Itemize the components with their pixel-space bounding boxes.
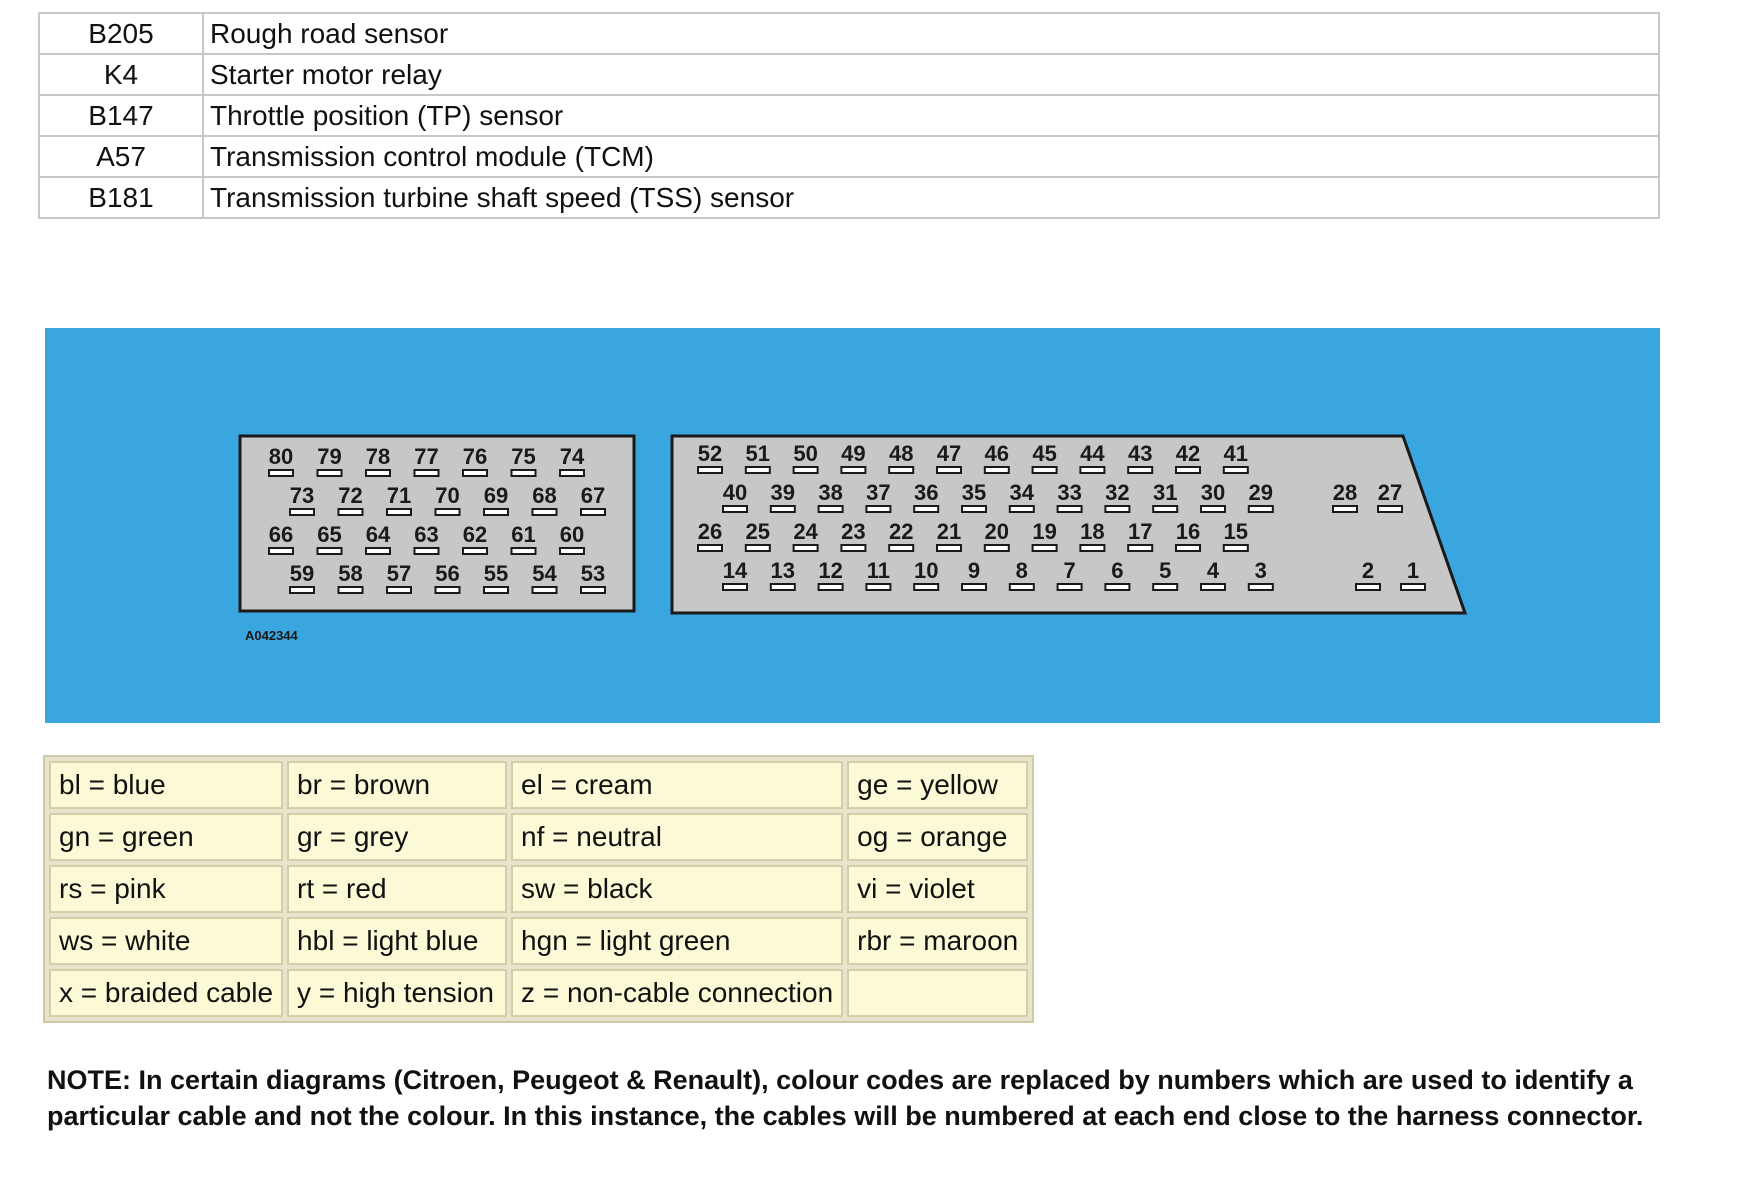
pin-slot	[1249, 506, 1273, 512]
pin-label: 49	[841, 441, 866, 466]
pin-label: 21	[936, 519, 962, 544]
table-row	[39, 95, 1659, 136]
pin-slot	[1176, 467, 1200, 473]
pin-slot	[985, 545, 1009, 551]
pin-label: 33	[1057, 480, 1082, 505]
connector-diagram-panel	[45, 328, 1660, 723]
pin-label: 19	[1032, 519, 1057, 544]
component-description: Starter motor relay	[203, 54, 1659, 95]
table-row	[39, 136, 1659, 177]
legend-row	[49, 761, 1028, 809]
legend-cell: el = cream	[511, 761, 843, 809]
component-description: Throttle position (TP) sensor	[203, 95, 1659, 136]
pin-label: 78	[365, 444, 391, 469]
pin-slot	[841, 545, 865, 551]
pin-slot	[1033, 545, 1057, 551]
pin-slot	[1356, 584, 1380, 590]
pin-slot	[1058, 584, 1082, 590]
pin-slot	[463, 470, 487, 476]
pin-label: 39	[770, 480, 796, 505]
legend-cell: sw = black	[511, 865, 843, 913]
pin-slot	[914, 506, 938, 512]
pin-label: 56	[435, 561, 460, 586]
pin-slot	[484, 509, 508, 515]
legend-cell: hgn = light green	[511, 917, 843, 965]
pin-slot	[533, 509, 557, 515]
pin-slot	[1224, 545, 1248, 551]
pin-slot	[1105, 506, 1129, 512]
legend-row	[49, 813, 1028, 861]
pin-label: 77	[414, 444, 439, 469]
pin-label: 80	[268, 444, 294, 469]
pin-label: 4	[1206, 558, 1220, 583]
pin-label: 42	[1175, 441, 1201, 466]
pin-label: 28	[1332, 480, 1358, 505]
pin-slot	[269, 548, 293, 554]
pin-slot	[866, 506, 890, 512]
pin-label: 32	[1105, 480, 1130, 505]
pin-slot	[866, 584, 890, 590]
pin-label: 36	[913, 480, 939, 505]
pin-label: 60	[559, 522, 585, 547]
pin-slot	[1249, 584, 1273, 590]
pin-label: 1	[1406, 558, 1420, 583]
pin-label: 12	[818, 558, 843, 583]
pin-slot	[1224, 467, 1248, 473]
pin-slot	[962, 506, 986, 512]
table-row	[39, 54, 1659, 95]
pin-label: 44	[1080, 441, 1105, 466]
pin-label: 41	[1223, 441, 1249, 466]
pin-label: 29	[1248, 480, 1274, 505]
pin-label: 23	[841, 519, 866, 544]
pin-label: 14	[722, 558, 748, 583]
pin-slot	[819, 584, 843, 590]
pin-slot	[366, 470, 390, 476]
pin-slot	[387, 509, 411, 515]
legend-cell: ge = yellow	[847, 761, 1028, 809]
pin-label: 73	[289, 483, 315, 508]
pin-label: 45	[1032, 441, 1057, 466]
pin-slot	[1128, 467, 1152, 473]
pin-label: 46	[984, 441, 1010, 466]
pin-label: 37	[866, 480, 891, 505]
pin-label: 3	[1254, 558, 1267, 583]
diagram-reference: A042344	[245, 628, 298, 643]
component-table	[38, 12, 1660, 219]
pin-slot	[1153, 506, 1177, 512]
pin-label: 31	[1152, 480, 1178, 505]
legend-cell	[847, 969, 1028, 1017]
legend-cell: z = non-cable connection	[511, 969, 843, 1017]
pin-slot	[560, 548, 584, 554]
pin-slot	[698, 467, 722, 473]
pin-label: 62	[462, 522, 488, 547]
legend-cell: rbr = maroon	[847, 917, 1028, 965]
pin-label: 51	[745, 441, 771, 466]
legend-cell: y = high tension	[287, 969, 507, 1017]
pin-slot	[436, 509, 460, 515]
pin-slot	[1080, 545, 1104, 551]
pin-slot	[415, 470, 439, 476]
pin-label: 68	[532, 483, 557, 508]
note-text: NOTE: In certain diagrams (Citroen, Peugeot & Renault), colour codes are replaced by numbers which are used to identify a particular cable and not the colour. In this instance, the cables will be numbered at each end close to the harness connector.	[47, 1065, 1644, 1131]
pin-slot	[269, 470, 293, 476]
pin-slot	[1333, 506, 1357, 512]
pin-slot	[723, 506, 747, 512]
legend-cell: bl = blue	[49, 761, 283, 809]
connector-pinout-diagram	[45, 328, 1660, 723]
pin-slot	[581, 509, 605, 515]
colour-code-legend	[43, 755, 1034, 1023]
pin-slot	[889, 467, 913, 473]
pin-label: 64	[365, 522, 391, 547]
pin-slot	[794, 467, 818, 473]
pin-label: 63	[414, 522, 439, 547]
pin-label: 48	[888, 441, 914, 466]
pin-slot	[1201, 506, 1225, 512]
legend-cell: nf = neutral	[511, 813, 843, 861]
pin-label: 47	[936, 441, 962, 466]
pin-slot	[889, 545, 913, 551]
pin-label: 10	[913, 558, 939, 583]
legend-cell: og = orange	[847, 813, 1028, 861]
legend-cell: rs = pink	[49, 865, 283, 913]
component-description: Transmission turbine shaft speed (TSS) sensor	[203, 177, 1659, 218]
pin-label: 17	[1127, 519, 1153, 544]
pin-slot	[318, 470, 342, 476]
legend-cell: ws = white	[49, 917, 283, 965]
pin-slot	[771, 584, 795, 590]
table-row	[39, 177, 1659, 218]
pin-label: 65	[317, 522, 342, 547]
pin-slot	[914, 584, 938, 590]
pin-slot	[533, 587, 557, 593]
pin-slot	[962, 584, 986, 590]
pin-slot	[937, 545, 961, 551]
table-row	[39, 13, 1659, 54]
pin-label: 54	[532, 561, 557, 586]
pin-slot	[1378, 506, 1402, 512]
pin-label: 35	[961, 480, 987, 505]
legend-cell: gr = grey	[287, 813, 507, 861]
pin-label: 79	[317, 444, 342, 469]
pin-label: 30	[1200, 480, 1226, 505]
component-description: Transmission control module (TCM)	[203, 136, 1659, 177]
pin-slot	[1401, 584, 1425, 590]
pin-label: 5	[1159, 558, 1172, 583]
pin-slot	[746, 467, 770, 473]
pin-slot	[937, 467, 961, 473]
pin-label: 74	[559, 444, 585, 469]
pin-slot	[1176, 545, 1200, 551]
pin-slot	[698, 545, 722, 551]
pin-label: 11	[866, 558, 891, 583]
pin-label: 55	[483, 561, 509, 586]
pin-slot	[581, 587, 605, 593]
pin-slot	[436, 587, 460, 593]
pin-label: 16	[1175, 519, 1201, 544]
pin-label: 76	[462, 444, 488, 469]
pin-label: 66	[268, 522, 294, 547]
pin-slot	[1128, 545, 1152, 551]
pin-slot	[1033, 467, 1057, 473]
pin-slot	[290, 509, 314, 515]
pin-label: 38	[818, 480, 843, 505]
pin-slot	[415, 548, 439, 554]
pin-label: 25	[745, 519, 771, 544]
pin-label: 22	[888, 519, 914, 544]
legend-cell: rt = red	[287, 865, 507, 913]
pin-slot	[746, 545, 770, 551]
pin-label: 43	[1127, 441, 1153, 466]
component-code: B181	[39, 177, 203, 218]
pin-slot	[366, 548, 390, 554]
pin-label: 75	[511, 444, 536, 469]
legend-cell: br = brown	[287, 761, 507, 809]
pin-slot	[771, 506, 795, 512]
pin-slot	[339, 587, 363, 593]
pin-label: 67	[580, 483, 606, 508]
pin-label: 52	[697, 441, 723, 466]
pin-label: 18	[1080, 519, 1105, 544]
pin-slot	[339, 509, 363, 515]
pin-slot	[1058, 506, 1082, 512]
pin-slot	[1153, 584, 1177, 590]
pin-slot	[794, 545, 818, 551]
pin-slot	[1010, 584, 1034, 590]
pin-label: 34	[1009, 480, 1035, 505]
pin-label: 50	[793, 441, 818, 466]
pin-slot	[819, 506, 843, 512]
pin-label: 6	[1111, 558, 1124, 583]
component-code: B205	[39, 13, 203, 54]
pin-slot	[985, 467, 1009, 473]
pin-label: 27	[1377, 480, 1403, 505]
pin-slot	[512, 470, 536, 476]
pin-slot	[560, 470, 584, 476]
pin-label: 24	[793, 519, 818, 544]
pin-label: 2	[1361, 558, 1375, 583]
pin-label: 58	[338, 561, 363, 586]
pin-label: 70	[435, 483, 460, 508]
pin-slot	[463, 548, 487, 554]
pin-label: 13	[770, 558, 796, 583]
pin-label: 26	[697, 519, 723, 544]
pin-label: 8	[1015, 558, 1028, 583]
legend-cell: x = braided cable	[49, 969, 283, 1017]
legend-row	[49, 969, 1028, 1017]
pin-label: 59	[289, 561, 315, 586]
pin-slot	[1201, 584, 1225, 590]
pin-label: 57	[386, 561, 412, 586]
legend-cell: vi = violet	[847, 865, 1028, 913]
pin-label: 15	[1223, 519, 1249, 544]
pin-label: 20	[984, 519, 1010, 544]
pin-label: 71	[386, 483, 412, 508]
pin-label: 9	[967, 558, 981, 583]
legend-row	[49, 917, 1028, 965]
pin-slot	[723, 584, 747, 590]
pin-slot	[290, 587, 314, 593]
component-code: K4	[39, 54, 203, 95]
pin-label: 72	[338, 483, 363, 508]
component-description: Rough road sensor	[203, 13, 1659, 54]
pin-label: 53	[580, 561, 606, 586]
legend-cell: hbl = light blue	[287, 917, 507, 965]
pin-slot	[1080, 467, 1104, 473]
pin-label: 69	[483, 483, 509, 508]
legend-cell: gn = green	[49, 813, 283, 861]
pin-slot	[841, 467, 865, 473]
pin-slot	[1105, 584, 1129, 590]
pin-slot	[387, 587, 411, 593]
pin-slot	[1010, 506, 1034, 512]
pin-slot	[512, 548, 536, 554]
component-code: B147	[39, 95, 203, 136]
pin-label: 7	[1063, 558, 1076, 583]
pin-slot	[318, 548, 342, 554]
legend-row	[49, 865, 1028, 913]
pin-slot	[484, 587, 508, 593]
pin-label: 40	[722, 480, 748, 505]
component-code: A57	[39, 136, 203, 177]
pin-label: 61	[511, 522, 536, 547]
